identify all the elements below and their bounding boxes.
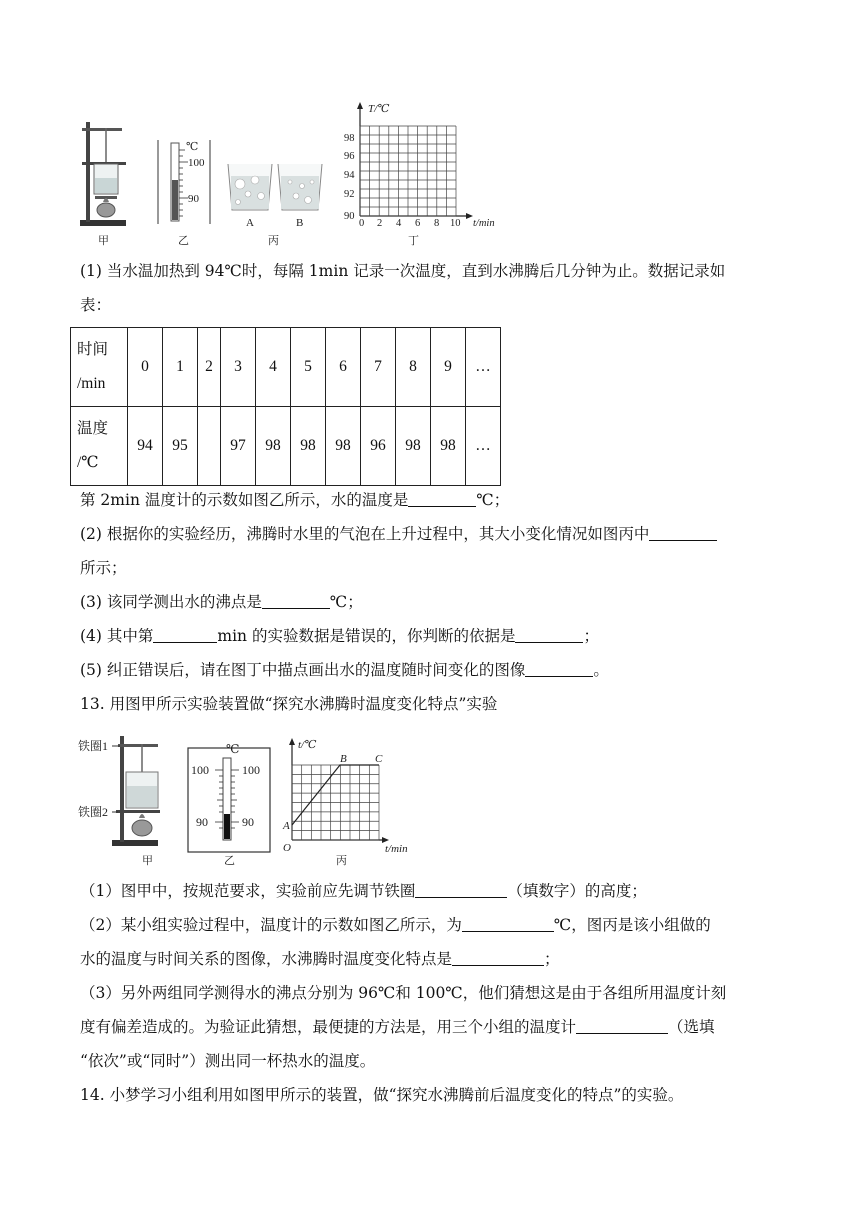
q3-after: ℃； xyxy=(329,593,363,611)
answer-blank[interactable] xyxy=(649,522,717,541)
label-bing: 丙 xyxy=(268,235,279,247)
label-jia-13: 甲 xyxy=(142,855,153,867)
answer-blank[interactable] xyxy=(462,913,554,932)
ding-y-tick-92: 92 xyxy=(344,189,355,200)
thermometer-13 xyxy=(188,742,270,852)
beaker-a xyxy=(228,164,272,229)
temp-cell-ellipsis: … xyxy=(466,407,501,486)
ding-x-axis-label: t/min xyxy=(473,218,495,229)
label-bing-13: 丙 xyxy=(336,855,347,867)
ding-x-tick-4: 4 xyxy=(396,218,402,229)
q2-line-2: 所示； xyxy=(80,559,127,577)
time-cell-7: 7 xyxy=(361,328,396,407)
ding-x-tick-0: 0 xyxy=(359,218,365,229)
problem-13-title: 13. 用图甲所示实验装置做“探究水沸腾时温度变化特点”实验 xyxy=(80,695,498,713)
p13-q1-after: （填数字）的高度； xyxy=(507,882,647,900)
q3-before: (3) 该同学测出水的沸点是 xyxy=(80,593,262,611)
p13-q2-line-1 xyxy=(80,908,792,942)
ding-y-tick-96: 96 xyxy=(344,151,355,162)
stand-apparatus-13 xyxy=(112,736,160,846)
stand-apparatus-1 xyxy=(80,122,126,226)
figure-1 xyxy=(70,98,520,250)
grid-chart-ding xyxy=(344,102,495,229)
answer-blank[interactable] xyxy=(515,624,583,643)
temp-header-line-1: 温度 xyxy=(77,420,109,437)
ding-x-tick-6: 6 xyxy=(415,218,421,229)
ding-y-tick-98: 98 xyxy=(344,133,355,144)
time-header-line-1: 时间 xyxy=(77,341,109,358)
q1-after-table xyxy=(80,483,792,517)
thermo-tick-100: 100 xyxy=(188,157,205,169)
p13-q3-line-3: “依次”或“同时”）测出同一杯热水的温度。 xyxy=(80,1052,376,1070)
label-jia: 甲 xyxy=(98,235,109,247)
q4-middle: min 的实验数据是错误的，你判断的依据是 xyxy=(217,627,516,645)
ding-y-axis-label: T/℃ xyxy=(368,103,390,115)
thermo-tick-90: 90 xyxy=(188,193,199,205)
temp-header xyxy=(71,407,128,486)
time-cell-2: 2 xyxy=(198,328,221,407)
q1-after-after: ℃； xyxy=(476,491,510,509)
ding-x-tick-10: 10 xyxy=(450,218,461,229)
p13-q3b-before: 度有偏差造成的。为验证此猜想，最便捷的方法是，用三个小组的温度计 xyxy=(80,1018,577,1036)
table-row-temperature xyxy=(71,407,501,486)
beaker-a-label: A xyxy=(246,217,254,229)
temp-cell-8: 98 xyxy=(396,407,431,486)
temp-cell-2 xyxy=(198,407,221,486)
answer-blank[interactable] xyxy=(452,947,544,966)
q5 xyxy=(80,653,792,687)
time-cell-5: 5 xyxy=(291,328,326,407)
p13-q2-after: ℃，图丙是该小组做的 xyxy=(553,916,711,934)
q3 xyxy=(80,585,792,619)
q1-after-before: 第 2min 温度计的示数如图乙所示，水的温度是 xyxy=(80,491,409,509)
q2-line-1 xyxy=(80,517,792,551)
time-cell-ellipsis: … xyxy=(466,328,501,407)
temp-cell-7: 96 xyxy=(361,407,396,486)
figure-13 xyxy=(78,728,428,868)
answer-blank[interactable] xyxy=(153,624,217,643)
p13-q2b-before: 水的温度与时间关系的图像，水沸腾时温度变化特点是 xyxy=(80,950,453,968)
point-c-label: C xyxy=(375,753,383,765)
temp-cell-1: 95 xyxy=(163,407,198,486)
p13-q2b-after: ； xyxy=(544,950,560,968)
p13-q2-before: （2）某小组实验过程中，温度计的示数如图乙所示，为 xyxy=(80,916,462,934)
graph-bing-13 xyxy=(282,738,408,855)
time-cell-6: 6 xyxy=(326,328,361,407)
ring-2-label: 铁圈2 xyxy=(78,805,109,819)
temp-cell-5: 98 xyxy=(291,407,326,486)
p13-q2-line-2 xyxy=(80,942,792,976)
q5-before: (5) 纠正错误后，请在图丁中描点画出水的温度随时间变化的图像 xyxy=(80,661,526,679)
time-header-line-2: /min xyxy=(77,375,106,392)
problem-14-title: 14. 小梦学习小组利用如图甲所示的装置，做“探究水沸腾前后温度变化的特点”的实验。 xyxy=(80,1086,684,1104)
q1-line-2: 表： xyxy=(80,296,112,314)
thermometer-scale-1 xyxy=(158,140,210,224)
p13-q3b-after: （选填 xyxy=(668,1018,715,1036)
time-cell-4: 4 xyxy=(256,328,291,407)
bing-y-axis-label: t/℃ xyxy=(298,739,317,751)
thermo13-right-90: 90 xyxy=(242,815,254,829)
p13-q3-line-1: （3）另外两组同学测得水的沸点分别为 96℃和 100℃，他们猜想这是由于各组所用温度计刻 xyxy=(80,984,727,1002)
time-cell-0: 0 xyxy=(128,328,163,407)
ding-y-tick-90: 90 xyxy=(344,211,355,222)
data-table xyxy=(70,327,501,486)
time-cell-3: 3 xyxy=(221,328,256,407)
temp-cell-3: 97 xyxy=(221,407,256,486)
p13-q3-line-2 xyxy=(80,1010,792,1044)
answer-blank[interactable] xyxy=(576,1015,668,1034)
temp-cell-6: 98 xyxy=(326,407,361,486)
thermo-unit: ℃ xyxy=(186,141,199,153)
bing-x-axis-label: t/min xyxy=(385,843,408,855)
q4-after: ； xyxy=(583,627,599,645)
answer-blank[interactable] xyxy=(262,590,330,609)
temp-header-line-2: /℃ xyxy=(77,454,99,471)
q1-text xyxy=(80,254,792,322)
ring-1-label: 铁圈1 xyxy=(78,739,109,753)
beaker-b xyxy=(278,164,322,229)
temp-cell-0: 94 xyxy=(128,407,163,486)
beaker-b-label: B xyxy=(296,217,304,229)
origin-label: O xyxy=(283,842,291,854)
time-header xyxy=(71,328,128,407)
point-a-label: A xyxy=(283,820,290,832)
time-cell-1: 1 xyxy=(163,328,198,407)
label-yi-13: 乙 xyxy=(224,855,235,867)
q5-after: 。 xyxy=(593,661,609,679)
ding-x-tick-8: 8 xyxy=(434,218,440,229)
answer-blank[interactable] xyxy=(415,879,507,898)
temp-cell-9: 98 xyxy=(431,407,466,486)
time-cell-8: 8 xyxy=(396,328,431,407)
label-ding: 丁 xyxy=(408,235,419,247)
q4 xyxy=(80,619,792,653)
p13-q1 xyxy=(80,874,792,908)
thermo13-left-90: 90 xyxy=(196,815,208,829)
p13-q1-before: （1）图甲中，按规范要求，实验前应先调节铁圈 xyxy=(80,882,416,900)
temp-cell-4: 98 xyxy=(256,407,291,486)
time-cell-9: 9 xyxy=(431,328,466,407)
label-yi: 乙 xyxy=(178,235,189,247)
answer-blank[interactable] xyxy=(525,658,593,677)
thermo-unit-13: ℃ xyxy=(226,742,240,756)
answer-blank[interactable] xyxy=(408,488,476,507)
problem-13-questions xyxy=(80,874,792,1112)
table-row-time xyxy=(71,328,501,407)
q2-before: (2) 根据你的实验经历，沸腾时水里的气泡在上升过程中，其大小变化情况如图丙中 xyxy=(80,525,650,543)
questions-block-1 xyxy=(80,483,792,721)
q1-line-1: (1) 当水温加热到 94℃时，每隔 1min 记录一次温度，直到水沸腾后几分钟为止。数据记录如 xyxy=(80,262,726,280)
thermo13-left-100: 100 xyxy=(191,763,209,777)
point-b-label: B xyxy=(340,753,347,765)
q4-before: (4) 其中第 xyxy=(80,627,154,645)
thermo13-right-100: 100 xyxy=(242,763,260,777)
ding-y-tick-94: 94 xyxy=(344,170,355,181)
ding-x-tick-2: 2 xyxy=(377,218,383,229)
